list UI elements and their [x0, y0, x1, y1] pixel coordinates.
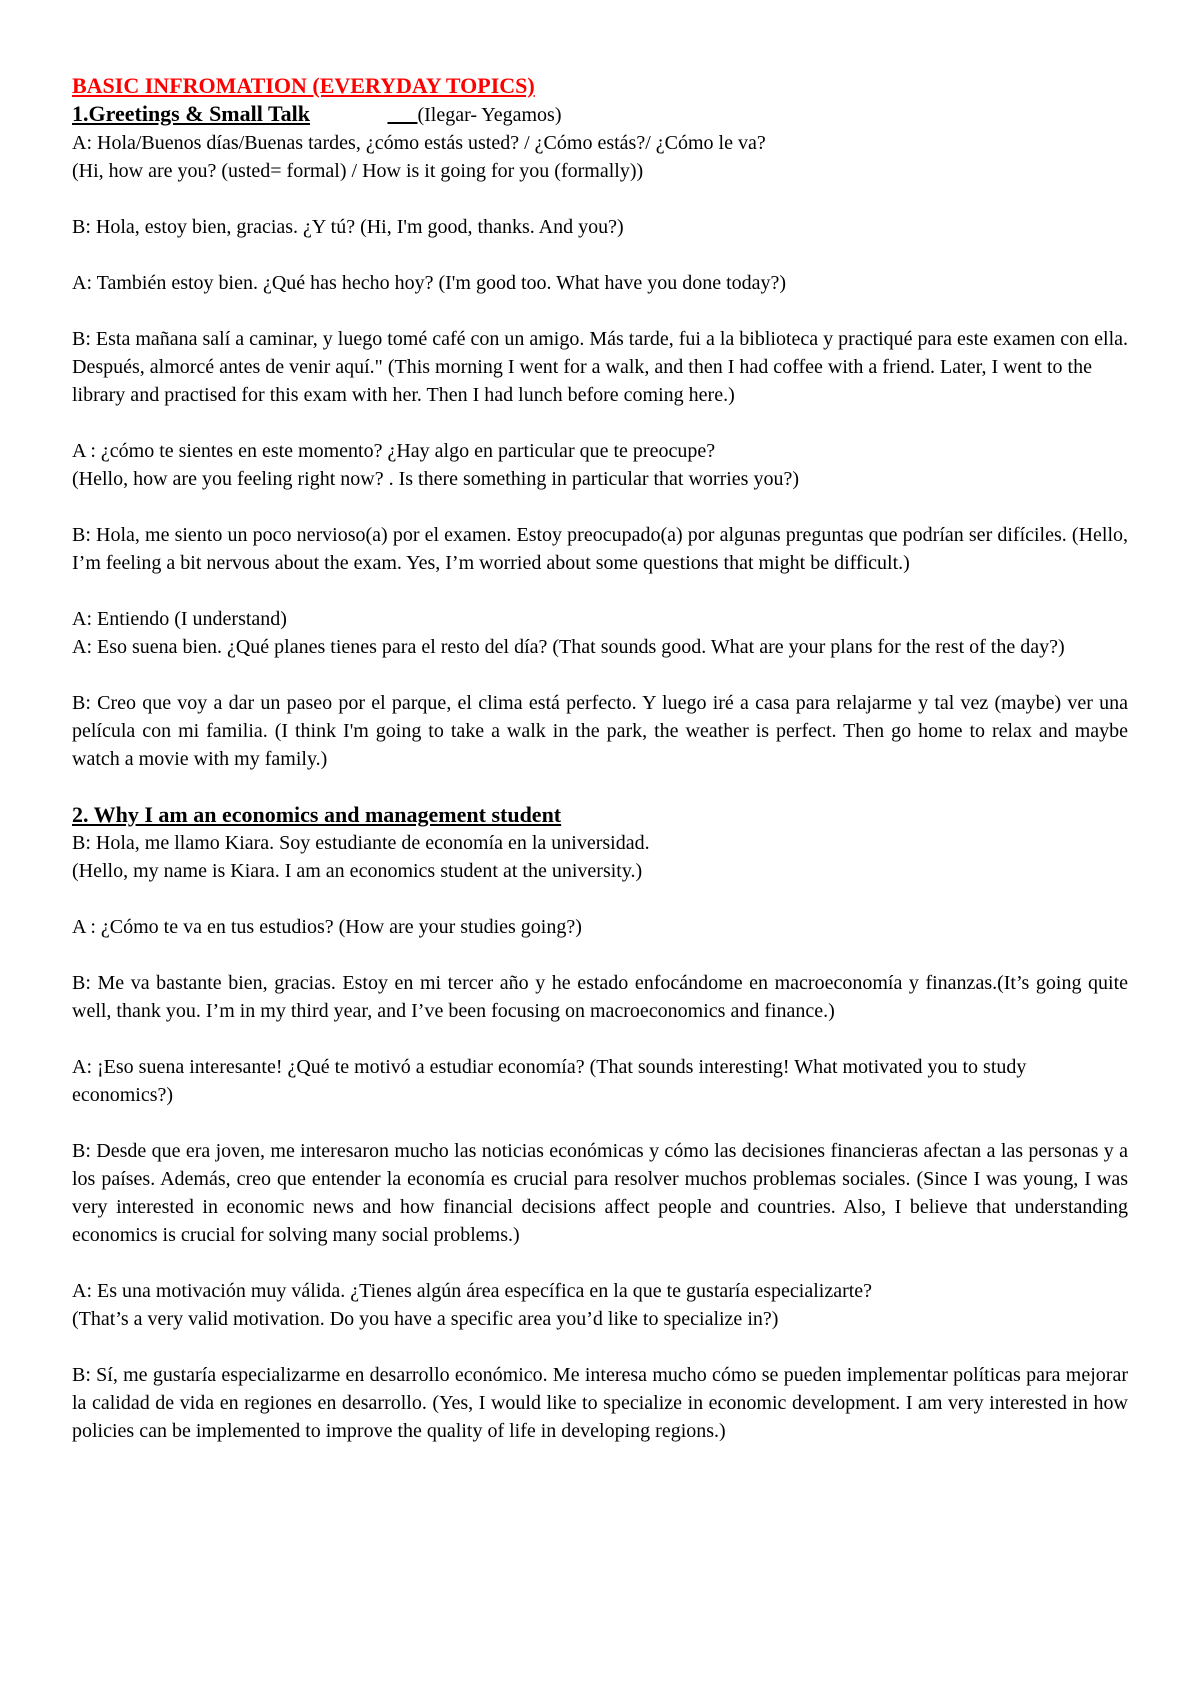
dialogue-line — [72, 129, 1128, 185]
dialogue-spanish: A: Hola/Buenos días/Buenas tardes, ¿cómo estás usted? / ¿Cómo estás?/ ¿Cómo le va? — [72, 132, 766, 154]
dialogue-english: (Hello, my name is Kiara. I am an economics student at the university.) — [72, 860, 643, 882]
pronunciation-note — [387, 104, 561, 126]
dialogue-line: B: Me va bastante bien, gracias. Estoy en mi tercer año y he estado enfocándome en macroeconomía y finanzas.(It’s going quite well, thank you. I’m in my third year, and I’ve been focusing on macroeconomics and finance.) — [72, 972, 1128, 1022]
dialogue-line — [72, 1277, 1128, 1333]
section-heading-economics — [72, 801, 1128, 829]
dialogue-line: A: ¡Eso suena interesante! ¿Qué te motivó a estudiar economía? (That sounds interesting! What motivated you to study economics?) — [72, 1056, 1027, 1106]
dialogue-line: B: Creo que voy a dar un paseo por el parque, el clima está perfecto. Y luego iré a casa para relajarme y tal vez (maybe) ver una película con mi familia. (I think I'm going to take a walk in the park, the weather is perfect. Then go home to relax and maybe watch a movie with my family.) — [72, 692, 1128, 770]
dialogue-line: B: Esta mañana salí a caminar, y luego tomé café con un amigo. Más tarde, fui a la biblioteca y practiqué para este examen con ella. Después, almorcé antes de venir aquí." (This morning I went for a walk, and then I had coffee with a friend. Later, I went to the library and practised for this exam with her. Then I had lunch before coming here.) — [72, 328, 1128, 406]
dialogue-english: (Hi, how are you? (usted= formal) / How is it going for you (formally)) — [72, 160, 644, 182]
section-heading-label: 1.Greetings & Small Talk — [72, 101, 310, 126]
dialogue-line: A: También estoy bien. ¿Qué has hecho hoy? (I'm good too. What have you done today?) — [72, 272, 787, 294]
dialogue-first: A: Entiendo (I understand) — [72, 608, 287, 630]
dialogue-english: (Hello, how are you feeling right now? . Is there something in particular that worries you?) — [72, 468, 800, 490]
dialogue-spanish: A : ¿cómo te sientes en este momento? ¿Hay algo en particular que te preocupe? — [72, 440, 716, 462]
dialogue-spanish: B: Hola, me llamo Kiara. Soy estudiante de economía en la universidad. — [72, 832, 650, 854]
dialogue-line: A : ¿Cómo te va en tus estudios? (How are your studies going?) — [72, 916, 582, 938]
dialogue-line — [72, 605, 1128, 661]
dialogue-line: B: Sí, me gustaría especializarme en desarrollo económico. Me interesa mucho cómo se pueden implementar políticas para mejorar la calidad de vida en regiones en desarrollo. (Yes, I would like to specialize in economic development. I am very interested in how policies can be implemented to improve the quality of life in developing regions.) — [72, 1364, 1128, 1442]
section-heading-greetings — [72, 100, 1128, 129]
dialogue-line — [72, 829, 1128, 885]
dialogue-second: A: Eso suena bien. ¿Qué planes tienes para el resto del día? (That sounds good. What are your plans for the rest of the day?) — [72, 636, 1065, 658]
pronunciation-note-text: (Ilegar- Yegamos) — [417, 104, 562, 126]
dialogue-spanish: A: Es una motivación muy válida. ¿Tienes algún área específica en la que te gustaría especializarte? — [72, 1280, 873, 1302]
section-heading-label: 2. Why I am an economics and management student — [72, 802, 562, 827]
dialogue-english: (That’s a very valid motivation. Do you have a specific area you’d like to specialize in?) — [72, 1308, 779, 1330]
dialogue-line — [72, 437, 1128, 493]
dialogue-line: B: Hola, estoy bien, gracias. ¿Y tú? (Hi, I'm good, thanks. And you?) — [72, 216, 624, 238]
document-title: BASIC INFROMATION (EVERYDAY TOPICS) — [72, 73, 535, 98]
dialogue-line: B: Desde que era joven, me interesaron mucho las noticias económicas y cómo las decisiones financieras afectan a las personas y a los países. Además, creo que entender la economía es crucial para resolver muchos problemas sociales. (Since I was young, I was very interested in economic news and how financial decisions affect people and countries. Also, I believe that understanding economics is crucial for solving many social problems.) — [72, 1140, 1128, 1246]
dialogue-line: B: Hola, me siento un poco nervioso(a) por el examen. Estoy preocupado(a) por algunas preguntas que podrían ser difíciles. (Hello, I’m feeling a bit nervous about the exam. Yes, I’m worried about some questions that might be difficult.) — [72, 524, 1128, 574]
